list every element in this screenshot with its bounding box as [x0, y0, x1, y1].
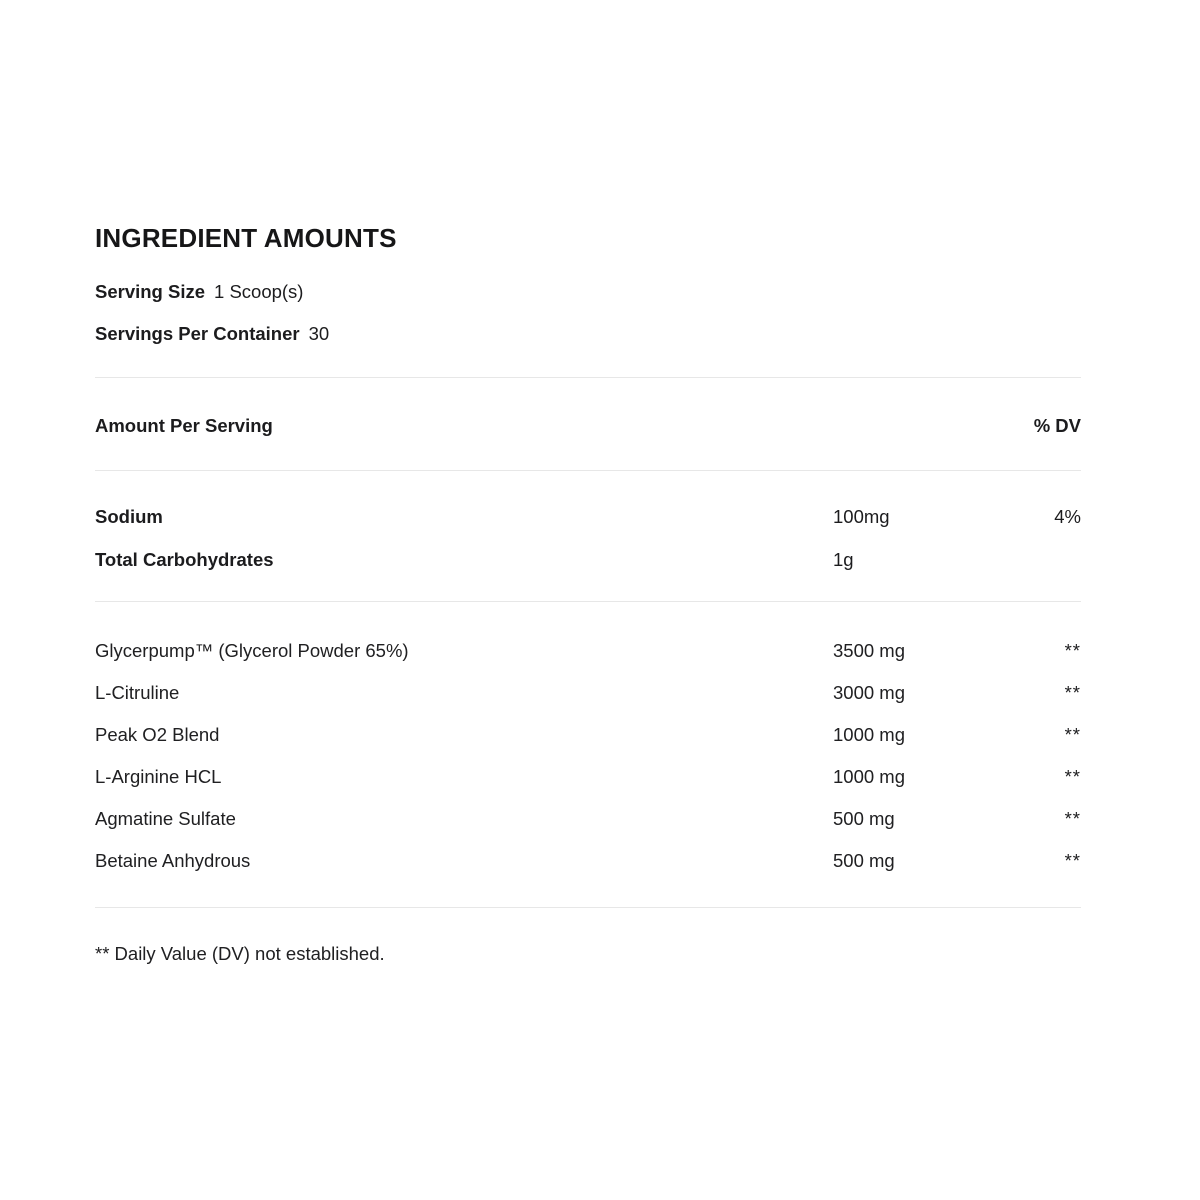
ingredient-amount: 1000 mg [833, 766, 905, 787]
ingredient-name: Betaine Anhydrous [95, 850, 251, 871]
ingredient-amount: 500 mg [833, 808, 895, 829]
ingredient-amount: 500 mg [833, 850, 895, 871]
ingredient-name: Agmatine Sulfate [95, 808, 236, 829]
nutrient-name: Total Carbohydrates [95, 549, 274, 570]
table-header-row [95, 416, 1081, 435]
nutrient-name: Sodium [95, 506, 163, 527]
divider [95, 907, 1081, 908]
serving-size-line [95, 282, 1081, 301]
ingredient-dv: ** [1064, 850, 1081, 871]
table-row [95, 683, 1081, 702]
table-row [95, 507, 1081, 526]
nutrient-amount: 100mg [833, 506, 890, 527]
ingredient-amount: 1000 mg [833, 724, 905, 745]
table-row [95, 641, 1081, 660]
table-row [95, 767, 1081, 786]
servings-per-container-value: 30 [308, 323, 330, 344]
table-row [95, 809, 1081, 828]
ingredient-name: L-Citruline [95, 682, 180, 703]
table-row [95, 725, 1081, 744]
ingredient-name: L-Arginine HCL [95, 766, 222, 787]
servings-per-container-line [95, 324, 1081, 343]
ingredient-dv: ** [1064, 724, 1081, 745]
dv-header: % DV [1033, 415, 1081, 436]
servings-per-container-label: Servings Per Container [95, 323, 300, 344]
nutrient-amount: 1g [833, 549, 854, 570]
amount-per-serving-header: Amount Per Serving [95, 415, 273, 436]
ingredient-name: Peak O2 Blend [95, 724, 220, 745]
ingredient-name: Glycerpump™ (Glycerol Powder 65%) [95, 640, 409, 661]
ingredient-dv: ** [1064, 682, 1081, 703]
divider [95, 601, 1081, 602]
nutrient-dv: 4% [1054, 506, 1081, 527]
serving-size-label: Serving Size [95, 281, 206, 302]
ingredient-dv: ** [1064, 640, 1081, 661]
table-row [95, 550, 1081, 569]
ingredient-dv: ** [1064, 808, 1081, 829]
daily-value-footnote: ** Daily Value (DV) not established. [95, 943, 385, 964]
ingredient-dv: ** [1064, 766, 1081, 787]
divider [95, 470, 1081, 471]
page-title: INGREDIENT AMOUNTS [95, 223, 397, 253]
table-row [95, 851, 1081, 870]
divider [95, 377, 1081, 378]
ingredient-amount: 3000 mg [833, 682, 905, 703]
ingredient-amount: 3500 mg [833, 640, 905, 661]
serving-size-value: 1 Scoop(s) [214, 281, 304, 302]
